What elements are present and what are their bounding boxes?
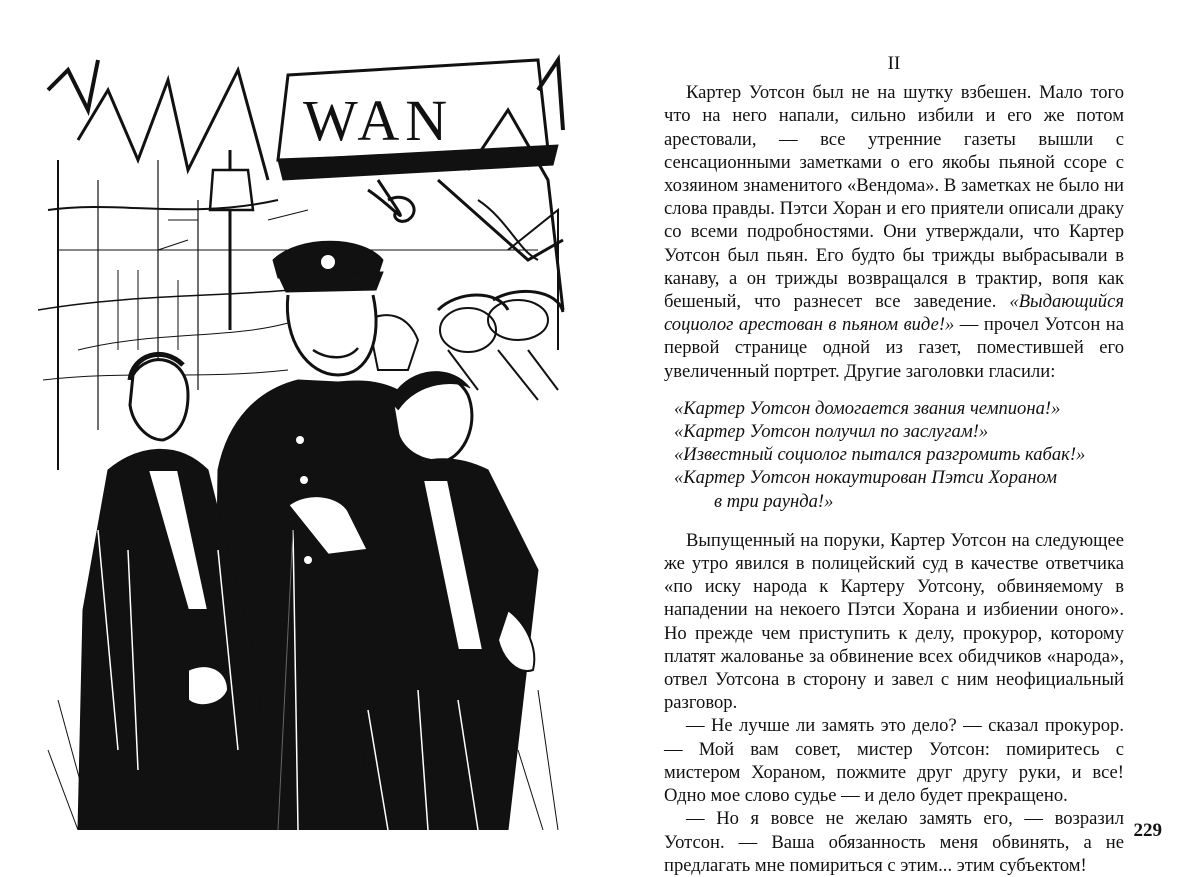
paragraph-1 xyxy=(664,81,1124,383)
paragraph-1-end: — прочел Уотсон на первой странице одной из газет, поместившей его увеличенный портрет. Другие заголовки гласили: xyxy=(664,314,1124,382)
headline-4: «Картер Уотсон нокаутирован Пэтси Хораном xyxy=(674,467,1057,489)
headline-list xyxy=(664,397,1124,513)
paragraph-2: Выпущенный на поруки, Картер Уотсон на следующее же утро явился в полицейский суд в качестве ответчика «по иску народа к Картеру Уотсону, обвиняемому в нападении на некоего Пэтси Хорана и избиении оного». Но прежде чем приступить к делу, прокурор, которому платят жалованье за обвинение всех обидчиков «народа», отвел Уотсона в сторону и завел с ним неофициальный разговор. xyxy=(664,529,1124,714)
chapter-number: II xyxy=(887,53,901,74)
headline-3: «Известный социолог пытался разгромить кабак!» xyxy=(674,444,1086,466)
headline-4-continuation: в три раунда!» xyxy=(714,490,834,512)
page-number: 229 xyxy=(1133,820,1162,841)
book-illustration xyxy=(38,50,568,830)
shop-sign-text: WAN xyxy=(303,88,454,153)
paragraph-3: — Не лучше ли замять это дело? — сказал прокурор. — Мой вам совет, мистер Уотсон: помиритесь с мистером Хораном, пожмите друг другу руки, и все! Одно мое слово судье — и дело будет прекращено. xyxy=(664,715,1124,807)
text-column xyxy=(664,52,1124,877)
paragraph-4: — Но я вовсе не желаю замять его, — возразил Уотсон. — Ваша обязанность меня обвинять, а не предлагать мне помириться с этим... этим субъектом! xyxy=(664,808,1124,876)
paragraph-1-text: Картер Уотсон был не на шутку взбешен. Мало того что на него напали, сильно избили и его же потом арестовали, — все утренние газеты вышли с сенсационными заметками о его якобы пьяной ссоре с хозяином знаменитого «Вендома». В заметках не было ни слова правды. Пэтси Хоран и его приятели описали драку со всеми подробностями. Они утверждали, что Картер Уотсон был пьян. Его будто бы трижды выбрасывали в канаву, а он трижды возвращался в трактир, вопя как бешеный, что разнесет все заведение. xyxy=(664,82,1124,313)
newspaper-quote: «Выдающийся социолог арестован в пьяном виде!» xyxy=(664,291,1124,336)
headline-1: «Картер Уотсон домогается звания чемпиона!» xyxy=(674,397,1061,419)
headline-2: «Картер Уотсон получил по заслугам!» xyxy=(674,421,989,443)
shop-sign xyxy=(278,60,563,260)
